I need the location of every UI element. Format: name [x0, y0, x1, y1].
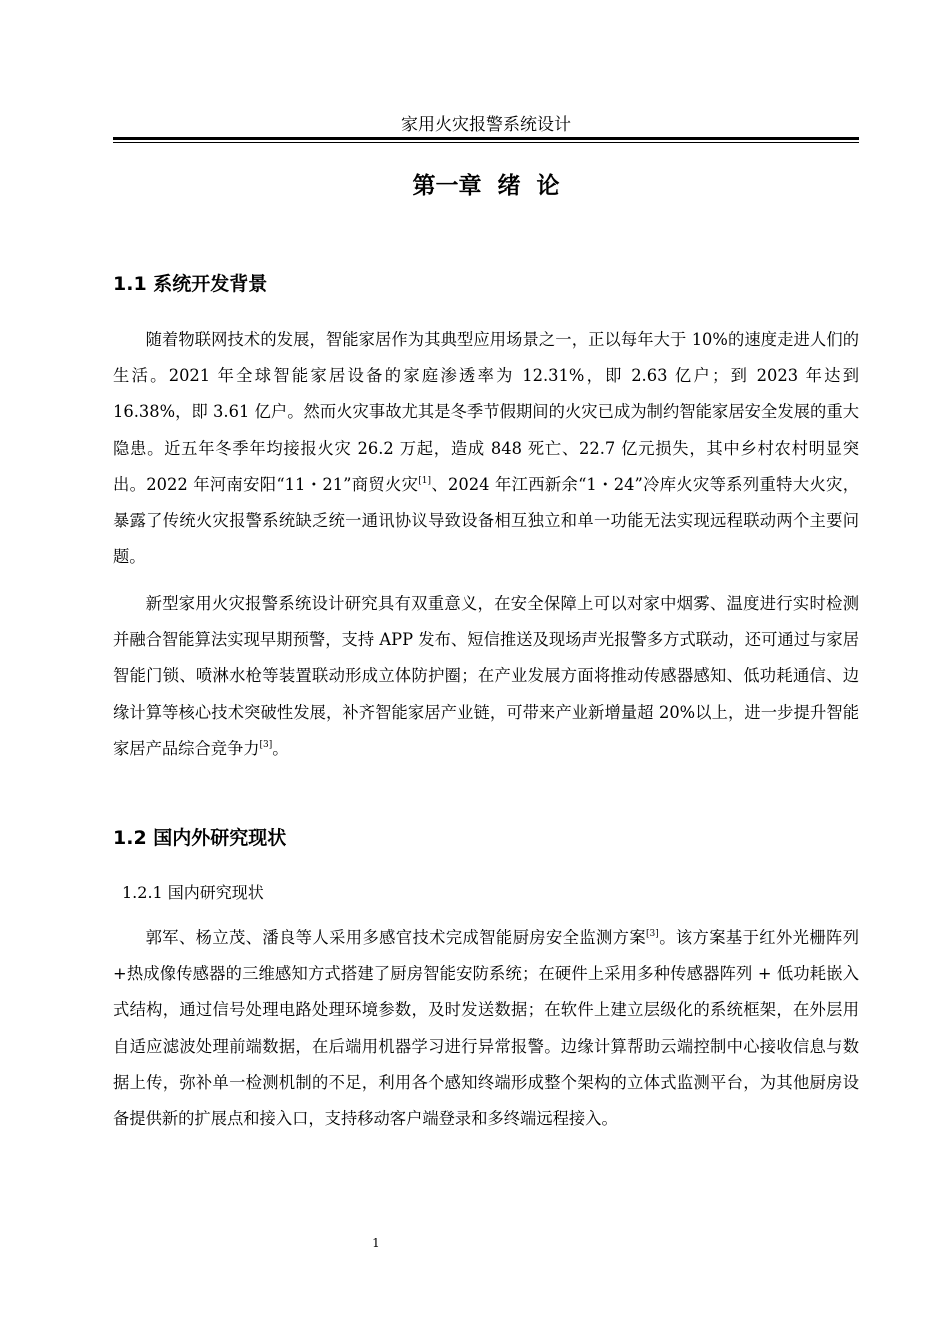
paragraph-text: 、2024 年江西新余“1・24”冷库火灾等系列重特大火灾，暴露了传统火灾报警系统缺乏统一通讯协议导致设备相互独立和单一功能无法实现远程联动两个主要问题。 [113, 474, 859, 567]
page-number: 1 [372, 1236, 380, 1250]
header-rule-thick [113, 137, 859, 140]
paragraph-text: 。该方案基于红外光栅阵列+热成像传感器的三维感知方式搭建了厨房智能安防系统；在硬件上采用多种传感器阵列 + 低功耗嵌入式结构，通过信号处理电路处理环境参数，及时发送数据；在软件上建立层级化的系统框架，在外层用自适应滤波处理前端数据，在后端用机器学习进行异常报警。边缘计算帮助云端控制中心接收信息与数据上传，弥补单一检测机制的不足，利用各个感知终端形成整个架构的立体式监测平台，为其他厨房设备提供新的扩展点和接入口，支持移动客户端登录和多终端远程接入。 [113, 928, 859, 1129]
subsection-heading-1-2-1: 1.2.1 国内研究现状 [122, 883, 264, 902]
paragraph-text: 郭军、杨立茂、潘良等人采用多感官技术完成智能厨房安全监测方案 [145, 928, 647, 947]
chapter-title: 第一章 绪 论 [412, 173, 560, 199]
section-heading-1-2: 1.2 国内外研究现状 [113, 827, 287, 849]
paragraph-text: 。 [272, 738, 289, 758]
section-heading-1-1: 1.1 系统开发背景 [113, 273, 268, 295]
paragraph-background-1 [113, 322, 859, 575]
header-rule-thin [113, 142, 859, 143]
paragraph-background-2 [113, 586, 859, 767]
citation-ref: [3] [646, 929, 659, 939]
paragraph-domestic-research [113, 920, 859, 1137]
citation-ref: [3] [259, 739, 273, 750]
paragraph-text: 随着物联网技术的发展，智能家居作为其典型应用场景之一，正以每年大于 10%的速度走进人们的生活。2021 年全球智能家居设备的家庭渗透率为 12.31%，即 2.63 亿户；到 2023 年达到 16.38%，即 3.61 亿户。然而火灾事故尤其是冬季节假期间的火灾已成为制约智能家居安全发展的重大隐患。近五年冬季年均接报火灾 26.2 万起，造成 848 死亡、22.7 亿元损失，其中乡村农村明显突出。2022 年河南安阳“11・21”商贸火灾 [113, 330, 859, 494]
running-header: 家用火灾报警系统设计 [401, 115, 571, 135]
paragraph-text: 新型家用火灾报警系统设计研究具有双重意义，在安全保障上可以对家中烟雾、温度进行实时检测并融合智能算法实现早期预警，支持 APP 发布、短信推送及现场声光报警多方式联动，还可通过与家居智能门锁、喷淋水枪等装置联动形成立体防护圈；在产业发展方面将推动传感器感知、低功耗通信、边缘计算等核心技术突破性发展，补齐智能家居产业链，可带来产业新增量超 20%以上，进一步提升智能家居产品综合竞争力 [113, 594, 859, 758]
citation-ref: [1] [418, 475, 432, 486]
